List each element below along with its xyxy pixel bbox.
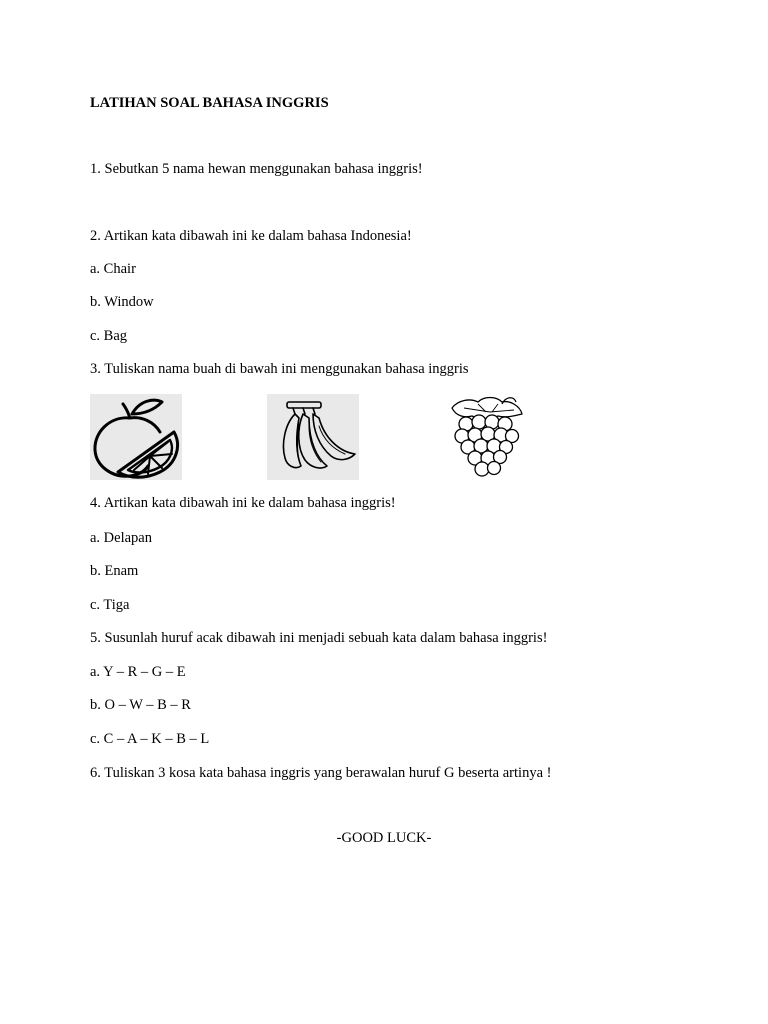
question-5: 5. Susunlah huruf acak dibawah ini menjadi sebuah kata dalam bahasa inggris! — [90, 630, 548, 646]
grapes-icon — [444, 394, 536, 480]
closing-text: -GOOD LUCK- — [336, 830, 432, 846]
question-2-item-b: b. Window — [90, 294, 154, 310]
question-5-item-c: c. C – A – K – B – L — [90, 731, 210, 747]
question-1: 1. Sebutkan 5 nama hewan menggunakan bahasa inggris! — [90, 161, 423, 177]
question-5-item-b: b. O – W – B – R — [90, 697, 191, 713]
question-4: 4. Artikan kata dibawah ini ke dalam bahasa inggris! — [90, 495, 396, 511]
question-2: 2. Artikan kata dibawah ini ke dalam bahasa Indonesia! — [90, 228, 412, 244]
banana-icon — [267, 394, 359, 480]
worksheet-title: LATIHAN SOAL BAHASA INGGRIS — [90, 95, 329, 111]
question-2-item-a: a. Chair — [90, 261, 136, 277]
question-2-item-c: c. Bag — [90, 328, 128, 344]
question-4-item-b: b. Enam — [90, 563, 139, 579]
question-4-item-a: a. Delapan — [90, 530, 152, 546]
question-5-item-a: a. Y – R – G – E — [90, 664, 186, 680]
orange-icon — [90, 394, 182, 480]
question-6: 6. Tuliskan 3 kosa kata bahasa inggris yang berawalan huruf G beserta artinya ! — [90, 765, 552, 781]
question-4-item-c: c. Tiga — [90, 597, 130, 613]
question-3: 3. Tuliskan nama buah di bawah ini menggunakan bahasa inggris — [90, 361, 469, 377]
